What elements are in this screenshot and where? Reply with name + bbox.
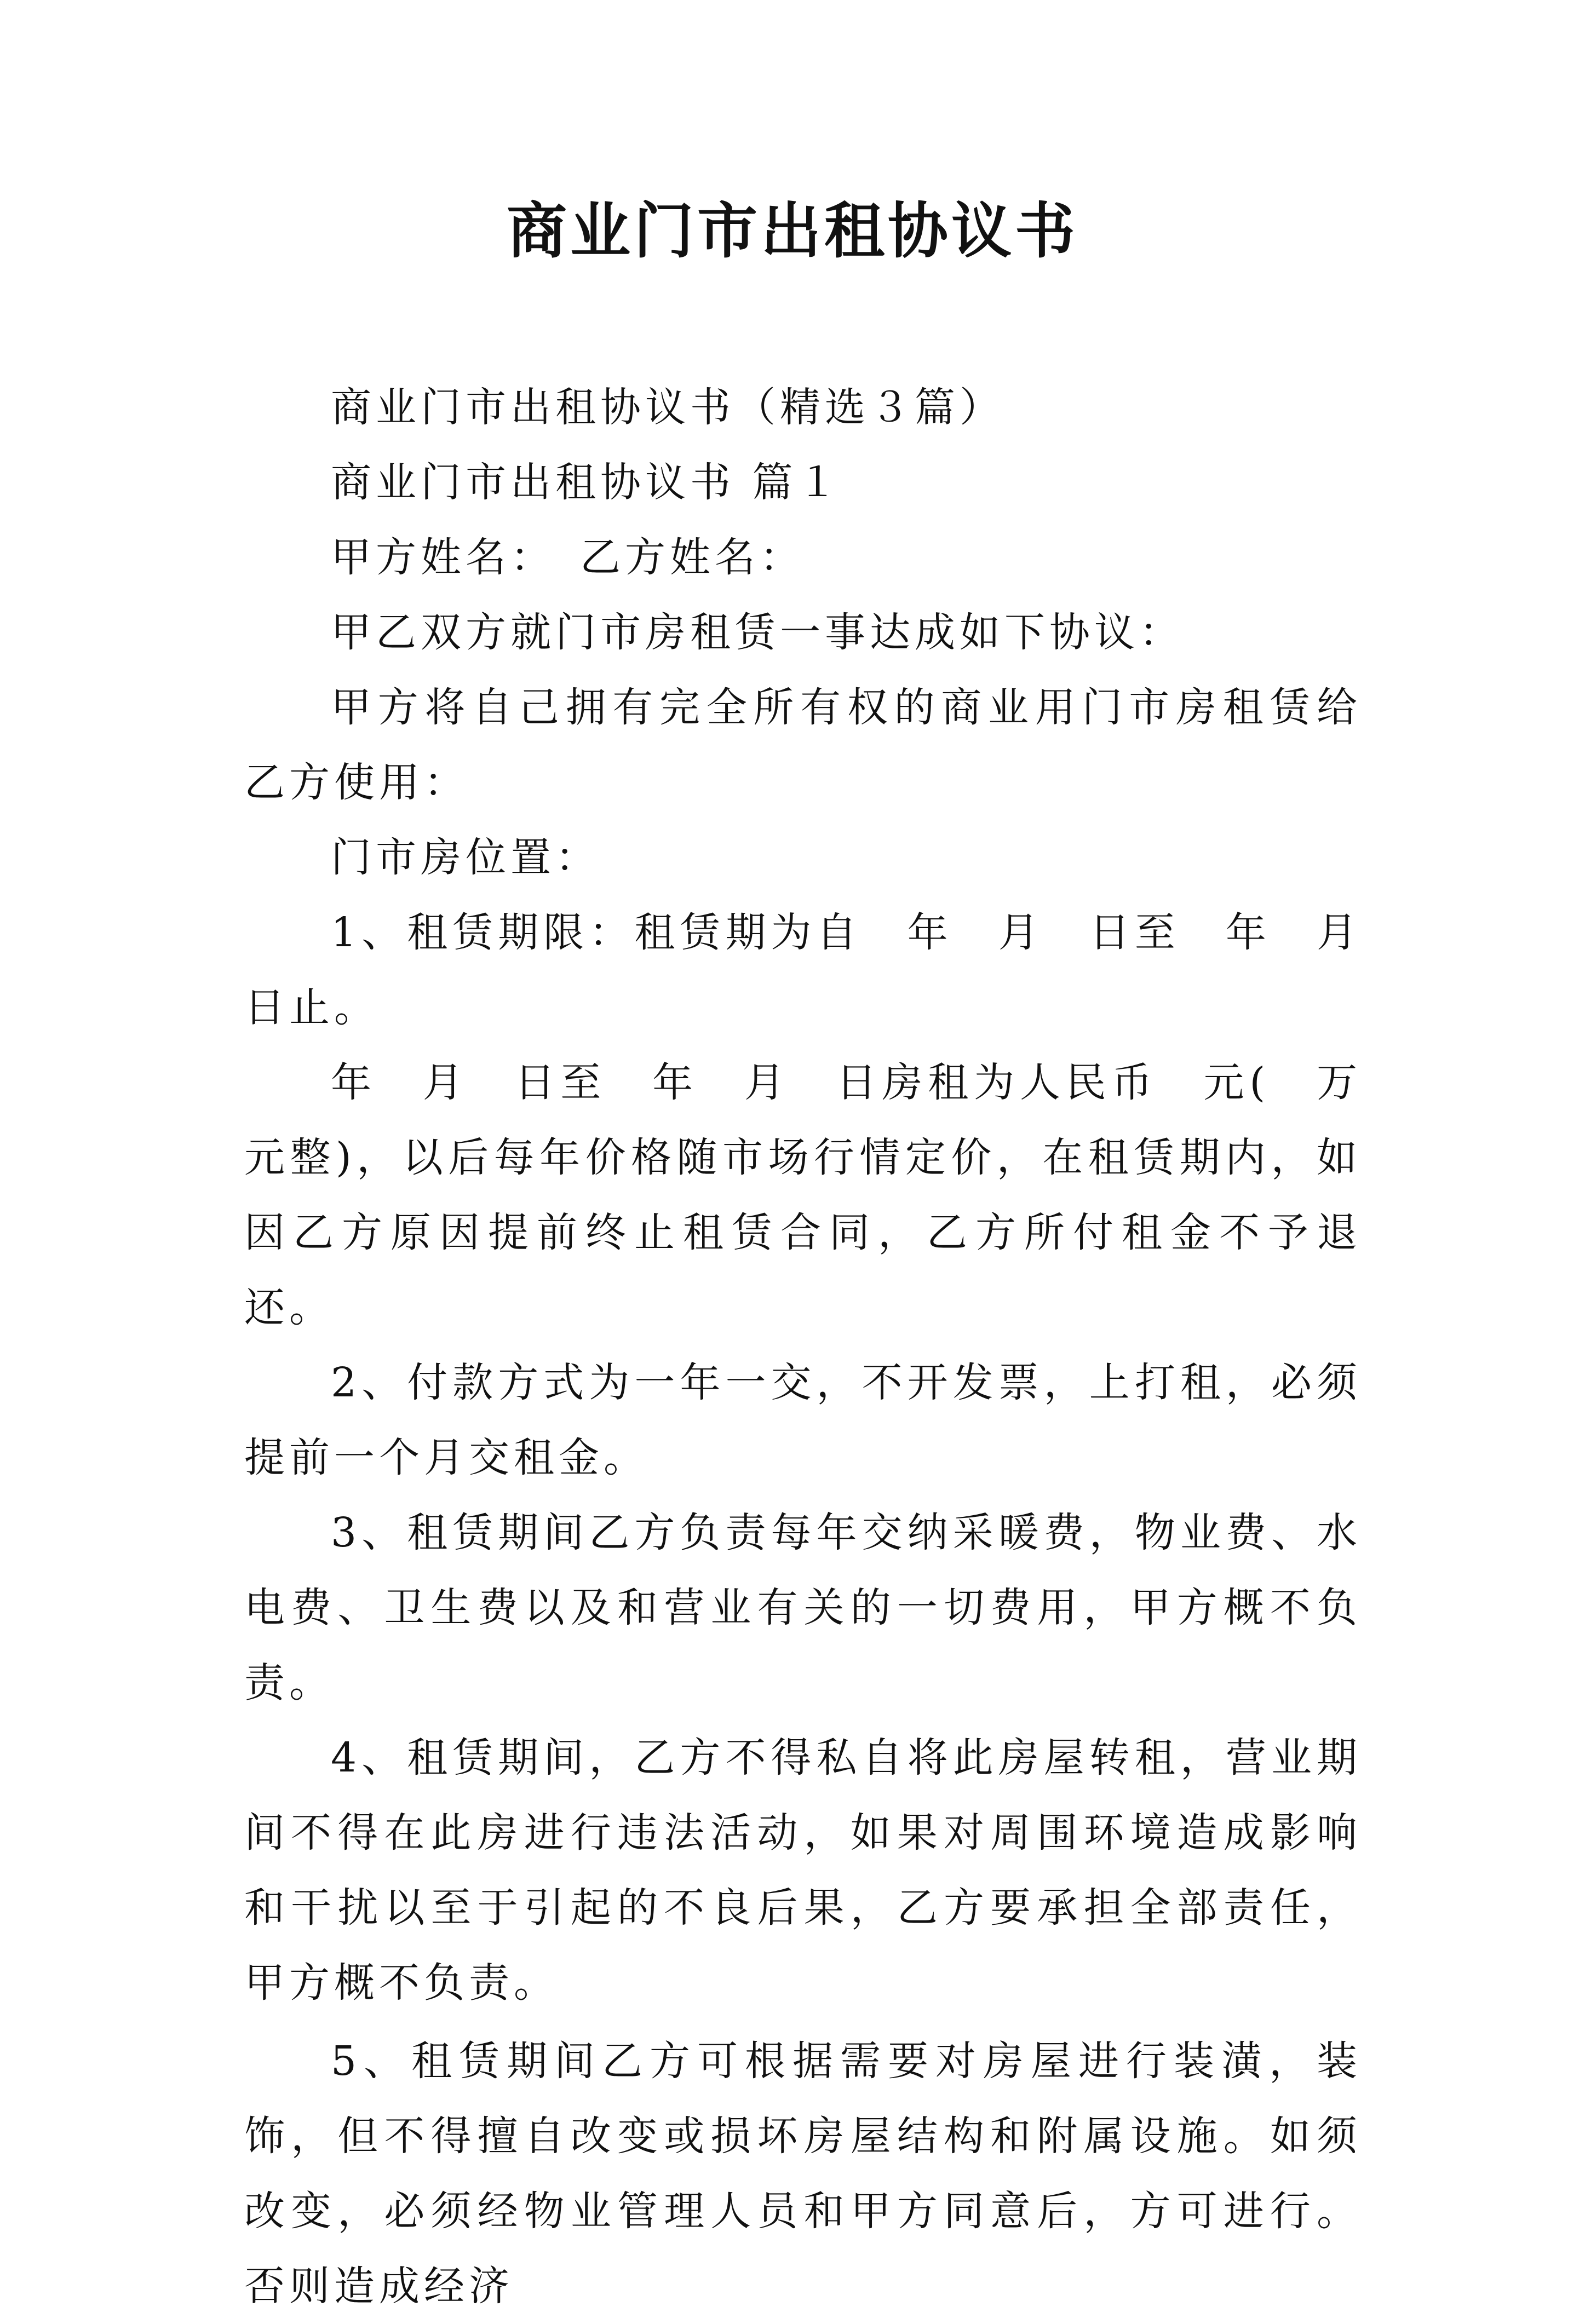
paragraph-party-names: 甲方姓名： 乙方姓名： — [331, 534, 805, 581]
paragraph-lease-grant: 甲方将自己拥有完全所有权的商业用门市房租赁给乙方使用： — [244, 684, 1362, 806]
paragraph-agreement-intro: 甲乙双方就门市房租赁一事达成如下协议： — [331, 609, 1184, 656]
paragraph-clause-1: 1、租赁期限：租赁期为自 年 月 日至 年 月 日止。 — [244, 909, 1406, 1031]
document-title: 商业门市出租协议书 — [507, 195, 1078, 266]
paragraph-clause-2: 2、付款方式为一年一交，不开发票，上打租，必须提前一个月交租金。 — [244, 1359, 1362, 1481]
document-body — [244, 370, 1406, 2324]
paragraph-clause-3: 3、租赁期间乙方负责每年交纳采暖费，物业费、水电费、卫生费以及和营业有关的一切费用，甲方概不负责。 — [244, 1509, 1362, 1706]
paragraph-rent-terms: 年 月 日至 年 月 日房租为人民币 元( 万元整)，以后每年价格随市场行情定价，在租赁期内，如因乙方原因提前终止租赁合同，乙方所付租金不予退还。 — [244, 1059, 1362, 1331]
paragraph-location: 门市房位置： — [331, 834, 600, 881]
paragraph-section-heading: 商业门市出租协议书 篇１ — [331, 459, 842, 506]
paragraph-subtitle: 商业门市出租协议书（精选３篇） — [331, 384, 1004, 431]
paragraph-clause-4: 4、租赁期间，乙方不得私自将此房屋转租，营业期间不得在此房进行违法活动，如果对周围环境造成影响和干扰以至于引起的不良后果，乙方要承担全部责任，甲方概不负责。 — [244, 1734, 1362, 2006]
paragraph-clause-5: 5、租赁期间乙方可根据需要对房屋进行装潢，装饰，但不得擅自改变或损坏房屋结构和附属设施。如须改变，必须经物业管理人员和甲方同意后，方可进行。否则造成经济 — [244, 2038, 1362, 2310]
